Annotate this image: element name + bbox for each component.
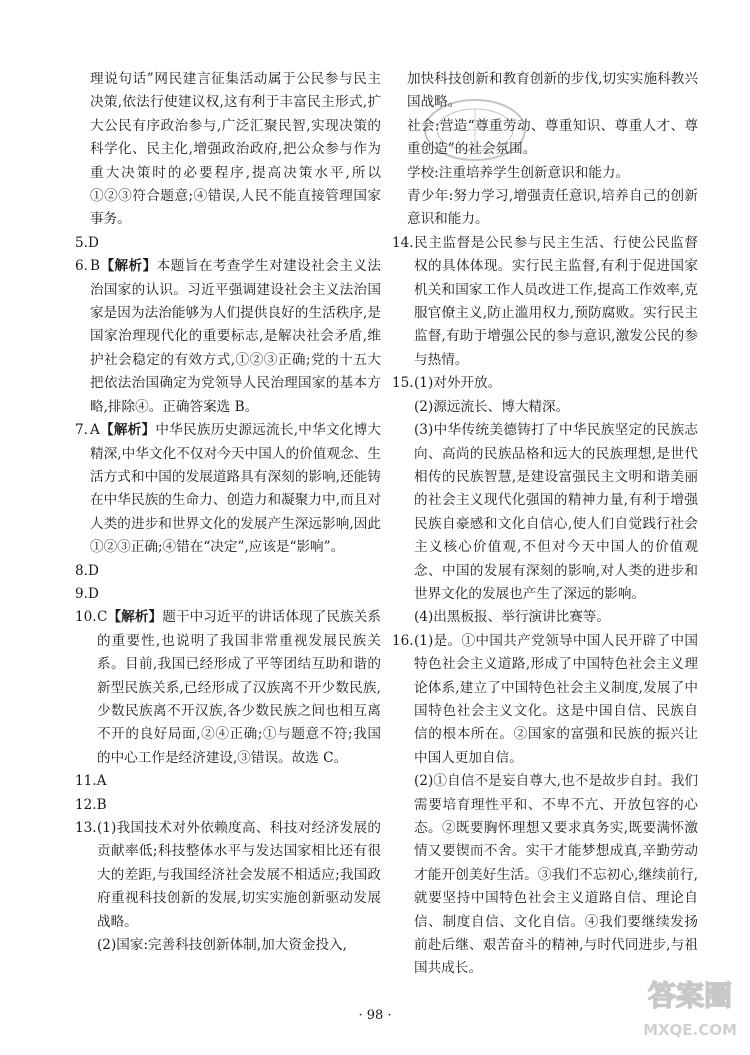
answer-text: 题干中习近平的讲话体现了民族关系的重要性,也说明了我国非常重视发展民族关系。目前,我国已经形成了平等团结互助和谐的新型民族关系,已经形成了汉族离不开少数民族,少数民族离不开汉族,各少数民族之间也相互离不开的良好局面,②④正确;①与题意不符;我国的中心工作是经济建设,③错误。故选 C。 bbox=[97, 609, 382, 766]
answer-text: (1)是。①中国共产党领导中国人民开辟了中国特色社会主义道路,形成了中国特色社会主义理论体系,建立了中国特色社会主义制度,发展了中国特色社会主义文化。这是中国自信、民族自信的根本所在。②国家的富强和民族的振兴让中国人更加自信。 bbox=[414, 632, 698, 766]
answer-choice: D bbox=[87, 585, 99, 602]
ink-stamp-icon bbox=[420, 95, 530, 165]
answer-number: 16. bbox=[392, 632, 414, 649]
answer-text: (1)对外开放。 bbox=[414, 375, 502, 392]
analysis-tag: 【解析】 bbox=[99, 422, 156, 439]
page-number: · 98 · bbox=[358, 1008, 392, 1023]
answer-text: 本题旨在考查学生对建设社会主义法治国家的认识。习近平强调建设社会主义法治国家是因为法治能够为人们提供良好的生活秩序,是国家治理现代化的重要标志,是解决社会矛盾,维护社会稳定的有效方式,①②③正确;党的十五大把依法治国确定为党领导人民治理国家的基本方略,排除④。正确答案选 B。 bbox=[90, 258, 381, 415]
answer-body bbox=[90, 255, 381, 419]
answer-4-continued bbox=[75, 68, 381, 232]
answer-number: 9. bbox=[75, 585, 88, 602]
answer-9 bbox=[75, 583, 381, 606]
answer-choice: D bbox=[87, 234, 99, 251]
answer-body bbox=[90, 419, 381, 559]
answer-10 bbox=[75, 606, 381, 770]
answer-number: 5. bbox=[75, 234, 88, 251]
answer-text: (2)源远流长、博大精深。 bbox=[414, 398, 570, 415]
answer-number: 15. bbox=[392, 375, 414, 392]
answer-11 bbox=[75, 770, 381, 793]
answer-text: (2)①自信不是妄自尊大,也不是故步自封。我们需要培育理性平和、不卑不亢、开放包容的心态。②既要胸怀理想又要求真务实,既要满怀激情又要锲而不舍。实干才能梦想成真,辛勤劳动才能开创美好生活。③我们不忘初心,继续前行,就要坚持中国特色社会主义道路自信、理论自信、制度自信、文化自信。④我们要继续发扬前赴后继、艰苦奋斗的精神,与时代同进步,与祖国共成长。 bbox=[414, 773, 698, 977]
answer-text: 社会:营造“尊重劳动、尊重知识、尊重人才、尊重创造”的社会氛围。 bbox=[407, 117, 698, 158]
answer-number: 10. bbox=[75, 609, 97, 626]
analysis-tag: 【解析】 bbox=[107, 609, 163, 626]
answer-15 bbox=[392, 372, 698, 629]
answer-text: 理说句话”网民建言征集活动属于公民参与民主决策,依法行使建议权,这有利于丰富民主形式,扩大公民有序政治参与,广泛汇聚民智,实现决策的科学化、民主化,增强政治政府,把公众参与作为重大决策时的必要程序,提高决策水平,所以①②③符合题意;④错误,人民不能直接管理国家事务。 bbox=[90, 71, 381, 228]
answer-number: 14. bbox=[392, 234, 414, 251]
answer-text: (4)出黑板报、举行演讲比赛等。 bbox=[414, 609, 610, 626]
answer-number: 13. bbox=[75, 820, 97, 836]
answer-14 bbox=[392, 232, 698, 372]
answer-choice: B bbox=[96, 796, 107, 813]
answer-body bbox=[97, 606, 381, 770]
answer-6 bbox=[75, 255, 381, 419]
answer-text: (3)中华传统美德铸打了中华民族坚定的民族志向、高尚的民族品格和远大的民族理想,是世代相传的民族智慧,是建设富强民主文明和谐美丽的社会主义现代化强国的精神力量,有利于增强民族自豪感和文化自信心,使人们自觉践行社会主义核心价值观,不但对今天中国人的价值观念、中国的发展有深刻的影响,对人类的进步和世界文化的发展也产生了深远的影响。 bbox=[414, 422, 698, 602]
analysis-tag: 【解析】 bbox=[100, 258, 157, 275]
answer-5 bbox=[75, 232, 381, 255]
answer-text: (2)国家:完善科技创新体制,加大资金投入, bbox=[97, 937, 347, 954]
answer-13 bbox=[75, 817, 381, 957]
answer-number: 11. bbox=[75, 773, 97, 790]
left-column bbox=[75, 68, 381, 957]
answer-8 bbox=[75, 560, 381, 583]
answer-number: 7. bbox=[75, 422, 88, 439]
answer-choice: C bbox=[97, 609, 108, 626]
watermark-url: MXQE.COM bbox=[643, 1021, 737, 1039]
watermark-title: 答案圈 bbox=[647, 979, 733, 1012]
answer-text: 加快科技创新和教育创新的步伐,切实实施科教兴国战略。 bbox=[407, 71, 698, 111]
answer-number: 12. bbox=[75, 796, 97, 813]
answer-number: 8. bbox=[75, 562, 88, 579]
answer-12 bbox=[75, 794, 381, 817]
answer-16 bbox=[392, 630, 698, 981]
answer-choice: A bbox=[90, 422, 100, 439]
answer-text: 学校:注重培养学生创新意识和能力。 bbox=[407, 164, 630, 181]
answer-choice: D bbox=[87, 562, 99, 579]
answer-7 bbox=[75, 419, 381, 559]
answer-text: 中华民族历史源远流长,中华文化博大精深,中华文化不仅对今天中国人的价值观念、生活方式和中国的发展道路具有深刻的影响,还能铸在中华民族的生命力、创造力和凝聚力中,而且对人类的进步和世界文化的发展产生深远影响,因此①②③正确;④错在“决定”,应该是“影响”。 bbox=[90, 422, 381, 556]
right-column bbox=[392, 68, 698, 981]
answer-choice: B bbox=[90, 258, 100, 275]
answer-text: (1)我国技术对外依赖度高、科技对经济发展的贡献率低;科技整体水平与发达国家相比还有很大的差距,与我国经济社会发展不相适应;我国政府重视科技创新的发展,切实实施创新驱动发展战略。 bbox=[97, 820, 381, 930]
answer-choice: A bbox=[96, 773, 107, 790]
answer-number: 6. bbox=[75, 258, 88, 275]
answer-text: 青少年:努力学习,增强责任意识,培养自己的创新意识和能力。 bbox=[407, 188, 698, 228]
answer-text: 民主监督是公民参与民主生活、行使公民监督权的具体体现。实行民主监督,有利于促进国家机关和国家工作人员改进工作,提高工作效率,克服官僚主义,防止滥用权力,预防腐败。实行民主监督,有助于增强公民的参与意识,激发公民的参与热情。 bbox=[414, 234, 698, 368]
watermark-logo-icon bbox=[640, 960, 740, 1045]
